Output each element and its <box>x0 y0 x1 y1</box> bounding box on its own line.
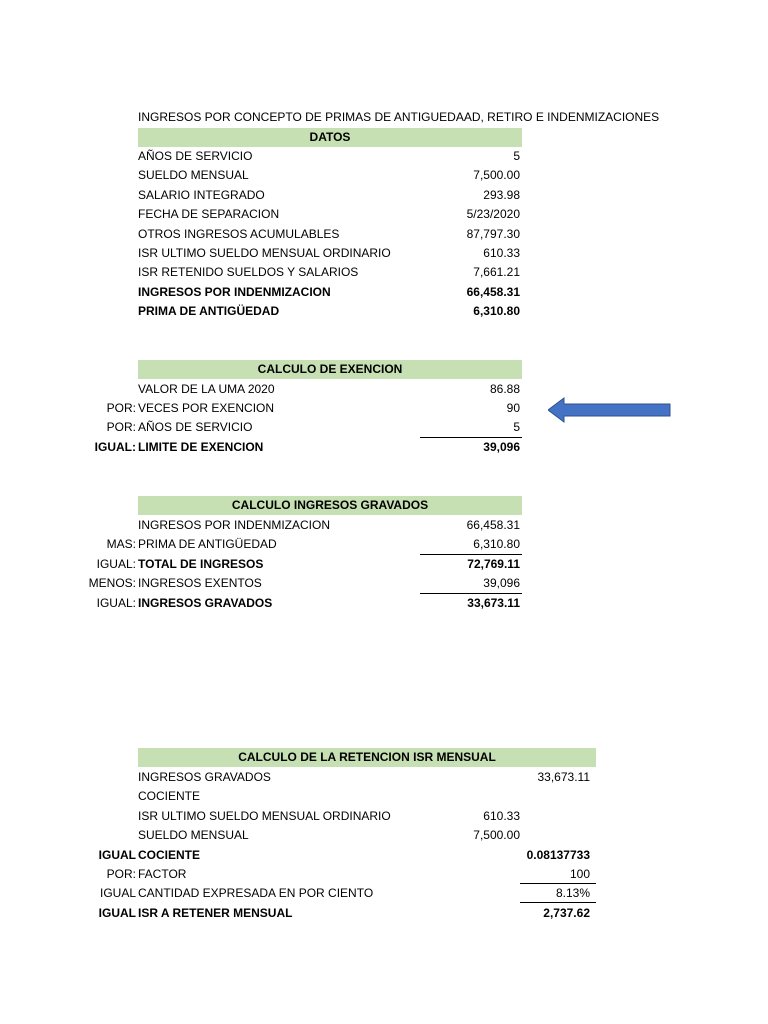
datos-row-label: ISR ULTIMO SUELDO MENSUAL ORDINARIO <box>138 246 391 260</box>
exencion-sum-rule <box>420 437 522 438</box>
gravados-row-prefix: MAS: <box>106 537 136 552</box>
datos-row-label: AÑOS DE SERVICIO <box>138 149 253 163</box>
exencion-row-prefix: POR: <box>106 401 136 416</box>
gravados-row-label: INGRESOS EXENTOS <box>138 576 262 591</box>
gravados-row-value: 72,769.11 <box>467 556 520 571</box>
datos-row-value: 7,661.21 <box>473 265 520 280</box>
datos-row-label: OTROS INGRESOS ACUMULABLES <box>138 226 340 241</box>
retencion-row-label: CANTIDAD EXPRESADA EN POR CIENTO <box>138 886 374 901</box>
gravados-row-label: INGRESOS GRAVADOS <box>138 595 273 610</box>
gravados-row-label: INGRESOS POR INDENMIZACION <box>138 518 331 532</box>
retencion-row-value2: 8.13% <box>555 886 590 901</box>
gravados-row-value: 6,310.80 <box>473 537 520 552</box>
gravados-row-label: PRIMA DE ANTIGÜEDAD <box>138 537 277 552</box>
datos-row-label: FECHA DE SEPARACION <box>138 207 280 222</box>
exencion-header: CALCULO DE EXENCION <box>138 360 522 379</box>
exencion-row-label: AÑOS DE SERVICIO <box>138 420 253 435</box>
datos-header: DATOS <box>138 128 522 147</box>
retencion-row-label: ISR A RETENER MENSUAL <box>138 905 293 920</box>
retencion-row-value2: 0.08137733 <box>526 847 590 862</box>
exencion-row-prefix: IGUAL: <box>94 439 136 454</box>
datos-row-value: 293.98 <box>483 187 520 202</box>
retencion-row-value2: 33,673.11 <box>537 770 590 784</box>
exencion-row-value: 39,096 <box>483 439 520 454</box>
gravados-row-prefix: IGUAL: <box>96 556 136 571</box>
datos-row-value: 5 <box>513 149 520 163</box>
retencion-factor-rule <box>520 883 596 884</box>
gravados-total-rule <box>420 554 522 555</box>
retencion-row-value1: 610.33 <box>483 808 520 823</box>
retencion-row-label: FACTOR <box>138 867 187 881</box>
arrow-left-icon <box>548 396 672 424</box>
gravados-row-label: TOTAL DE INGRESOS <box>138 556 264 571</box>
gravados-final-rule <box>420 593 522 594</box>
gravados-row-value: 33,673.11 <box>467 595 520 610</box>
gravados-row-prefix: MENOS: <box>88 576 136 591</box>
retencion-row-prefix: IGUAL <box>98 847 136 862</box>
retencion-row-prefix: POR: <box>106 867 136 881</box>
datos-row-value: 5/23/2020 <box>466 207 520 222</box>
retencion-row-label: ISR ULTIMO SUELDO MENSUAL ORDINARIO <box>138 808 391 823</box>
exencion-row-label: VECES POR EXENCION <box>138 401 275 416</box>
page-title: INGRESOS POR CONCEPTO DE PRIMAS DE ANTIGUEDAAD, RETIRO E INDENMIZACIONES <box>138 110 660 124</box>
retencion-header: CALCULO DE LA RETENCION ISR MENSUAL <box>138 748 596 767</box>
datos-row-label: INGRESOS POR INDENMIZACION <box>138 284 331 299</box>
retencion-row-label: INGRESOS GRAVADOS <box>138 770 271 784</box>
exencion-row-value: 5 <box>513 420 520 435</box>
exencion-row-value: 86.88 <box>489 382 520 396</box>
datos-row-label: SUELDO MENSUAL <box>138 168 249 183</box>
retencion-row-label: COCIENTE <box>138 847 201 862</box>
datos-row-value: 610.33 <box>483 246 520 260</box>
datos-row-label: SALARIO INTEGRADO <box>138 187 265 202</box>
datos-row-label: PRIMA DE ANTIGÜEDAD <box>138 304 280 319</box>
datos-row-value: 7,500.00 <box>473 168 520 183</box>
datos-row-value: 87,797.30 <box>466 226 520 241</box>
gravados-row-prefix: IGUAL: <box>96 595 136 610</box>
retencion-row-value2: 100 <box>569 867 590 881</box>
gravados-header: CALCULO INGRESOS GRAVADOS <box>138 496 522 515</box>
exencion-row-label: VALOR DE LA UMA 2020 <box>138 382 275 396</box>
datos-row-value: 6,310.80 <box>473 304 520 319</box>
retencion-row-label: COCIENTE <box>138 789 201 804</box>
retencion-row-value2: 2,737.62 <box>543 905 590 920</box>
datos-row-value: 66,458.31 <box>466 284 520 299</box>
retencion-row-value1: 7,500.00 <box>473 828 520 843</box>
retencion-row-label: SUELDO MENSUAL <box>138 828 249 843</box>
datos-row-label: ISR RETENIDO SUELDOS Y SALARIOS <box>138 265 359 280</box>
exencion-row-prefix: POR: <box>106 420 136 435</box>
gravados-row-value: 66,458.31 <box>466 518 520 532</box>
retencion-row-prefix: IGUAL <box>98 905 136 920</box>
retencion-row-prefix: IGUAL <box>99 886 136 901</box>
exencion-row-value: 90 <box>506 401 520 416</box>
retencion-percent-rule <box>520 902 596 903</box>
exencion-row-label: LIMITE DE EXENCION <box>138 439 264 454</box>
gravados-row-value: 39,096 <box>483 576 520 591</box>
